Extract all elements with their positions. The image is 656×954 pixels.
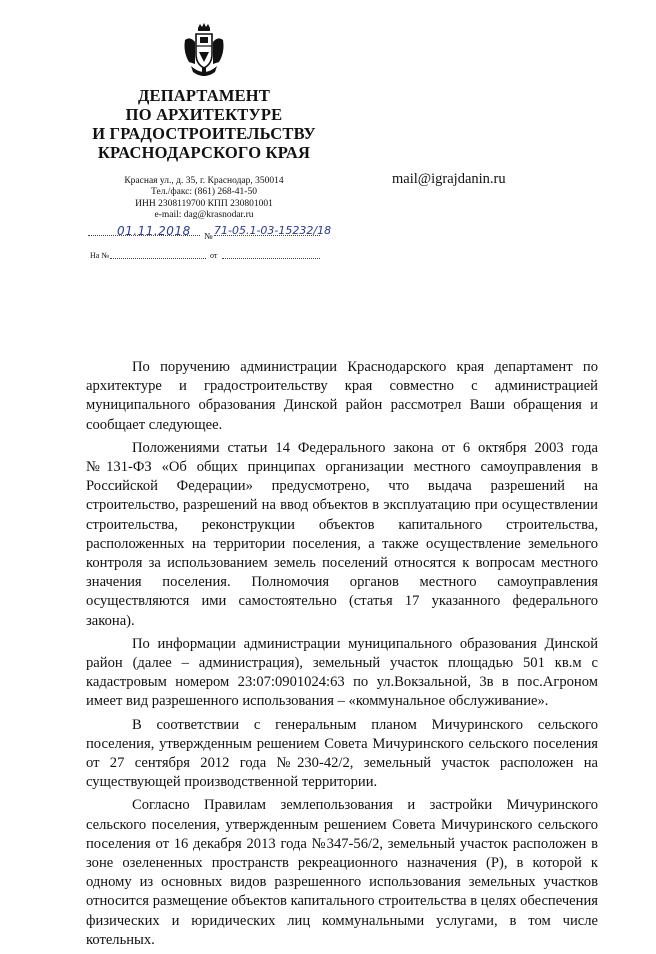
phone-line: Тел./факс: (861) 268-41-50 (151, 187, 257, 198)
department-line: ДЕПАРТАМЕНТ (137, 86, 271, 105)
department-name (86, 86, 322, 162)
department-line: КРАСНОДАРСКОГО КРАЯ (97, 143, 311, 162)
reference-number-underline (110, 258, 206, 259)
tax-id-line: ИНН 2308119700 КПП 230801001 (135, 198, 273, 209)
paragraph: Положениями статьи 14 Федерального закона от 6 октября 2003 года №131-ФЗ «Об общих принципах организации местного самоуправления в Российской Федерации» предусмотрено, что выдача разрешений на строительство, разрешений на ввод объектов в эксплуатацию при осуществлении строительства, реконструкции объектов капитального строительства, расположенных на территории поселения, а также осуществление земельного контроля за использованием земель поселений относятся к вопросам местного значения поселения. Полномочия органов местного самоуправления осуществляются ими самостоятельно (статья 17 указанного федерального закона). (86, 439, 598, 629)
number-sign: № (204, 231, 213, 241)
reference-prefix: На № (90, 251, 109, 260)
paragraph: По информации администрации муниципального образования Динской район (далее – администрация), земельный участок площадью 501 кв.м с кадастровым номером 23:07:0901024:63 по ул.Вокзальной, 3в в пос.Агроном имеет вид разрешенного использования – «коммунальное обслуживание». (86, 635, 598, 710)
reference-line (90, 251, 320, 263)
email-line: e-mail: dag@krasnodar.ru (154, 210, 254, 221)
department-contacts (96, 176, 312, 222)
letter-body (86, 358, 598, 954)
address-line: Красная ул., д. 35, г. Краснодар, 350014 (124, 176, 284, 186)
paragraph: Согласно Правилам землепользования и застройки Мичуринского сельского поселения, утвержденным решением Совета Мичуринского сельского поселения от 16 декабря 2013 года №347-56/2, земельный участок расположен в зоне озелененных пространств рекреационного назначения (Р), в которой к одному из основных видов разрешенного использования земельных участков относится размещение объектов капитального строительства в целях обеспечения физических и юридических лиц коммунальными услугами, в том числе котельных. (86, 797, 598, 948)
recipient-email: mail@igrajdanin.ru (392, 171, 506, 187)
paragraph: В соответствии с генеральным планом Мичуринского сельского поселения, утвержденным решением Совета Мичуринского сельского поселения от 27 сентября 2012 года №230-42/2, земельный участок расположен на существующей производственной территории. (86, 716, 598, 791)
reference-date-underline (222, 258, 320, 259)
department-line: ПО АРХИТЕКТУРЕ (125, 105, 283, 124)
registration-line (80, 224, 332, 245)
registration-date: 01.11.2018 (117, 224, 191, 238)
department-line: И ГРАДОСТРОИТЕЛЬСТВУ (92, 124, 316, 143)
registration-number: 71-05.1-03-15232/18 (214, 224, 332, 237)
reference-from-label: от (210, 251, 218, 260)
paragraph: По поручению администрации Краснодарского края департамент по архитектуре и градостроительству края совместно с администрацией муниципального образования Динской район рассмотрел Ваши обращения и сообщает следующее. (86, 359, 598, 433)
coat-of-arms-icon (181, 22, 227, 78)
